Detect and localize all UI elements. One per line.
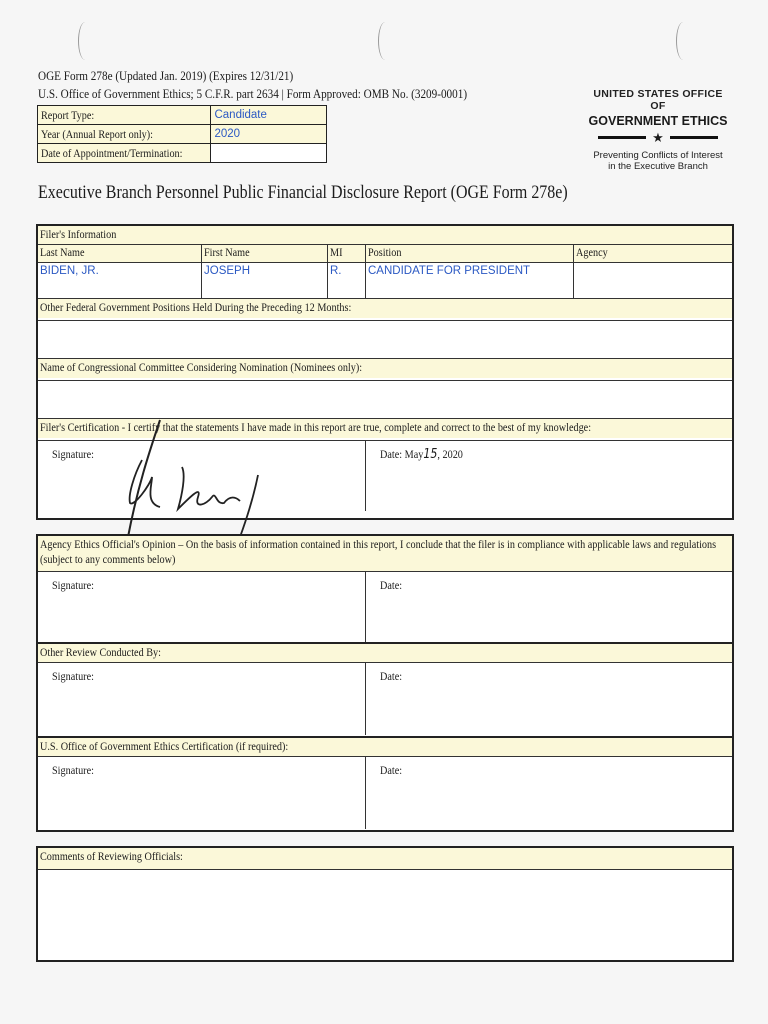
other-review-label: Other Review Conducted By:: [40, 645, 161, 659]
col-position: Position: [368, 245, 402, 259]
comments-label: Comments of Reviewing Officials:: [40, 849, 183, 863]
agency-opinion-label: Agency Ethics Official's Opinion – On the basis of information contained in this report, I conclude that the filer is in compliance with applicable laws and regulations: [40, 537, 717, 551]
section-label: Filer's Information: [40, 227, 117, 241]
signature-label: Signature:: [52, 763, 94, 777]
report-type-value[interactable]: Candidate: [211, 106, 327, 125]
other-review-signature-field[interactable]: [38, 663, 366, 735]
logo-line-3: Preventing Conflicts of Interest: [593, 150, 723, 161]
other-review-section: [36, 644, 734, 738]
other-positions-field[interactable]: [38, 321, 732, 359]
report-year-value[interactable]: 2020: [211, 125, 327, 144]
signature-label: Signature:: [52, 578, 94, 592]
date-label: Date: May: [380, 447, 424, 461]
signature-label: Signature:: [52, 447, 94, 461]
other-positions-label: Other Federal Government Positions Held During the Preceding 12 Months:: [40, 300, 352, 314]
date-day: 15: [423, 447, 438, 462]
logo-line-2: GOVERNMENT ETHICS: [588, 114, 728, 128]
appointment-date-value[interactable]: [211, 144, 327, 163]
oge-certification-section: [36, 738, 734, 832]
punch-mark: [378, 22, 392, 60]
meta-label: Report Type:: [41, 107, 95, 122]
agency-value[interactable]: [574, 263, 732, 298]
first-name-value[interactable]: JOSEPH: [202, 263, 328, 298]
meta-label: Date of Appointment/Termination:: [41, 145, 183, 160]
agency-opinion-section: [36, 534, 734, 644]
comments-field[interactable]: [38, 870, 732, 960]
logo-rule: [588, 131, 728, 144]
filer-header-row: [38, 245, 732, 263]
signature-label: Signature:: [52, 669, 94, 683]
committee-field[interactable]: [38, 381, 732, 419]
handwritten-signature: [90, 415, 290, 545]
agency-date-field[interactable]: [366, 572, 732, 642]
punch-mark: [78, 22, 92, 60]
oge-date-field[interactable]: [366, 757, 732, 829]
star-icon: ★: [652, 130, 664, 145]
filer-date-field[interactable]: [366, 441, 732, 511]
date-year: , 2020: [437, 447, 463, 461]
last-name-value[interactable]: BIDEN, JR.: [38, 263, 202, 298]
logo-line-4: in the Executive Branch: [608, 161, 708, 172]
position-value[interactable]: CANDIDATE FOR PRESIDENT: [366, 263, 574, 298]
col-last-name: Last Name: [40, 245, 85, 259]
meta-row-report-type: [38, 106, 327, 125]
form-version-line: OGE Form 278e (Updated Jan. 2019) (Expires 12/31/21): [38, 68, 294, 83]
certification-label: Filer's Certification - I certify that the statements I have made in this report are true, complete and correct to the best of my knowledge:: [40, 420, 592, 434]
col-first-name: First Name: [204, 245, 250, 259]
mi-value[interactable]: R.: [328, 263, 366, 298]
comments-section: [36, 846, 734, 962]
date-label: Date:: [380, 669, 403, 683]
punch-mark: [676, 22, 690, 60]
col-agency: Agency: [576, 245, 608, 259]
page-title: Executive Branch Personnel Public Financial Disclosure Report (OGE Form 278e): [38, 182, 568, 203]
oge-cert-label: U.S. Office of Government Ethics Certification (if required):: [40, 739, 289, 753]
report-meta-table: [37, 105, 327, 163]
agency-opinion-sub: (subject to any comments below): [40, 552, 176, 566]
oge-signature-field[interactable]: [38, 757, 366, 829]
agency-signature-field[interactable]: [38, 572, 366, 642]
col-mi: MI: [330, 245, 343, 259]
meta-label: Year (Annual Report only):: [41, 126, 154, 141]
logo-line-1: UNITED STATES OFFICE OF: [593, 88, 723, 112]
meta-row-year: [38, 125, 327, 144]
date-label: Date:: [380, 578, 403, 592]
date-label: Date:: [380, 763, 403, 777]
meta-row-appointment: [38, 144, 327, 163]
committee-label: Name of Congressional Committee Considering Nomination (Nominees only):: [40, 360, 363, 374]
oge-logo: [588, 88, 728, 172]
filer-value-row: [38, 263, 732, 299]
other-review-date-field[interactable]: [366, 663, 732, 735]
office-line: U.S. Office of Government Ethics; 5 C.F.R. part 2634 | Form Approved: OMB No. (3209-0001): [38, 86, 468, 101]
